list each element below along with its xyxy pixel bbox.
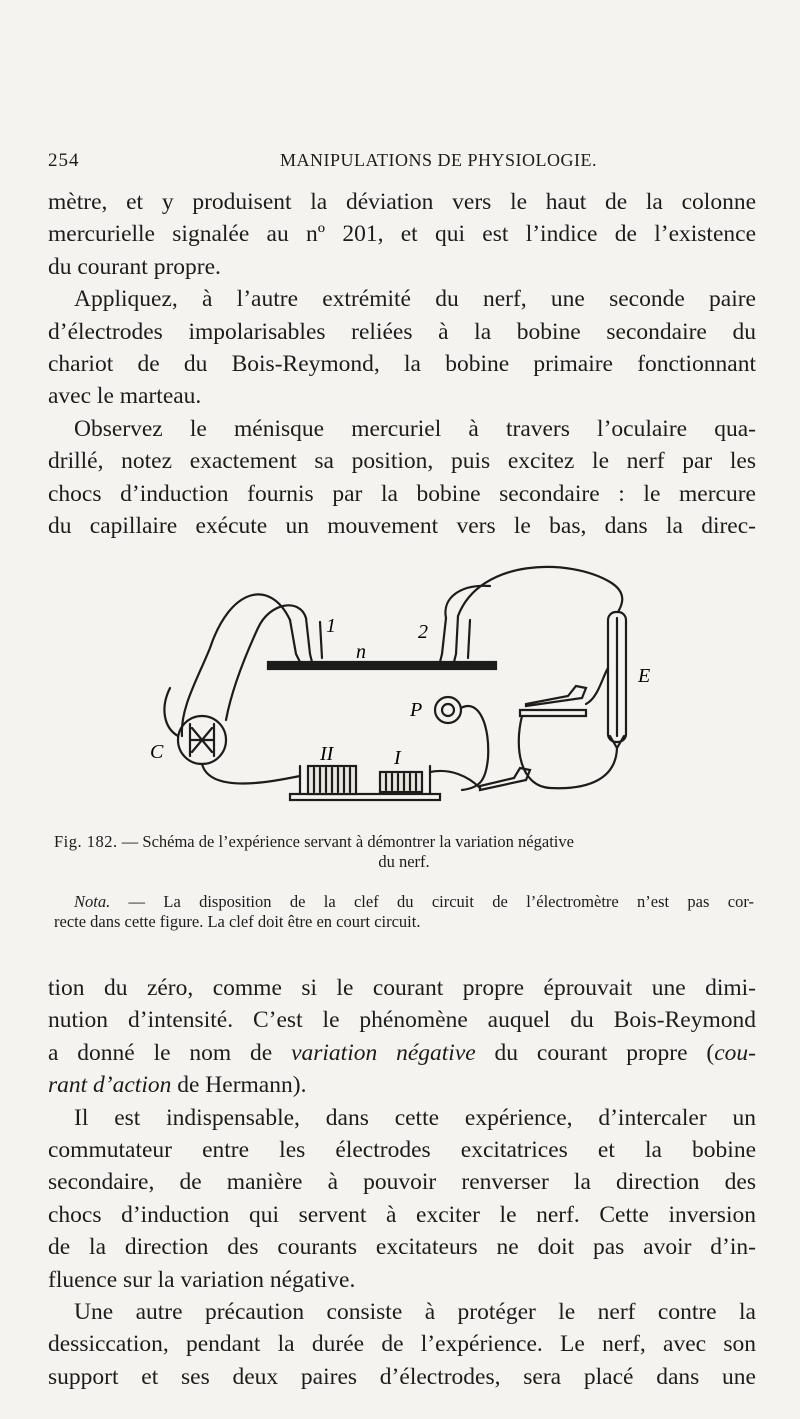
text-line: Une autre précaution consiste à protéger le nerf contre la <box>74 1298 756 1325</box>
label-nerve: n <box>356 641 366 663</box>
text-line: du capillaire exécute un mouvement vers le bas, dans la direc- <box>48 512 756 539</box>
nota-line-1: — La disposition de la clef du circuit de l’électromètre n’est pas cor- <box>110 892 754 911</box>
nota-label: Nota. <box>74 892 111 911</box>
bottom-text-block <box>48 972 756 1393</box>
text-line: Il est indispensable, dans cette expérience, d’intercaler un <box>74 1104 756 1131</box>
label-coil-secondary: II <box>320 743 334 765</box>
text-line: chocs d’induction fournis par la bobine secondaire : le mercure <box>48 480 756 507</box>
text-line: nution d’intensité. C’est le phénomène auquel du Bois-Reymond <box>48 1007 756 1034</box>
text-line: de la direction des courants excitateurs ne doit pas avoir d’in- <box>48 1234 756 1261</box>
text-line: chariot de du Bois-Reymond, la bobine primaire fonctionnant <box>48 350 756 377</box>
label-electrometer: E <box>638 665 651 687</box>
caption-text: — Schéma de l’expérience servant à démontrer la variation négative <box>117 832 574 851</box>
electrode-1b <box>306 618 312 662</box>
pole-p-outer <box>435 697 461 723</box>
caption-text-cont: du nerf. <box>378 852 430 871</box>
label-electrode-2: 2 <box>418 621 428 643</box>
wire-commutator-top <box>164 688 178 736</box>
electrometer-key-base <box>520 710 586 716</box>
top-text-block <box>48 186 756 542</box>
apparatus-diagram <box>150 558 690 820</box>
text-line: Appliquez, à l’autre extrémité du nerf, une seconde paire <box>74 286 756 313</box>
electrode-1a <box>290 620 300 662</box>
electrode-1c <box>320 622 322 658</box>
text-line: support et ses deux paires d’électrodes, sera placé dans une <box>48 1363 756 1390</box>
nota-line-2: recte dans cette figure. La clef doit être en court circuit. <box>54 912 421 931</box>
label-pole: P <box>410 699 423 721</box>
text-line-with-italics <box>48 1069 756 1101</box>
text-line: commutateur entre les électrodes excitatrices et la bobine <box>48 1136 756 1163</box>
electrode-2a <box>440 618 446 662</box>
text-run: a donné le nom de <box>48 1039 292 1066</box>
label-electrode-1: 1 <box>326 615 336 637</box>
text-line: avec le marteau. <box>48 383 202 410</box>
italic-term: rant d’action <box>48 1072 172 1099</box>
nerve-support <box>268 662 496 669</box>
label-coil-primary: I <box>394 747 401 769</box>
figure-number: Fig. 182. <box>54 832 118 851</box>
text-run: de Hermann). <box>171 1072 307 1099</box>
text-line: secondaire, de manière à pouvoir renverser la direction des <box>48 1169 756 1196</box>
wire-electrode-2-left <box>445 586 490 618</box>
running-head: MANIPULATIONS DE PHYSIOLOGIE. <box>280 150 597 170</box>
text-line: du courant propre. <box>48 253 221 280</box>
italic-term: variation négative <box>291 1039 476 1066</box>
text-line: dessiccation, pendant la durée de l’expérience. Le nerf, avec son <box>48 1331 756 1358</box>
pole-p-inner <box>442 704 454 716</box>
wire-coil-key <box>430 771 480 788</box>
electrometer-key <box>526 686 586 706</box>
wire-electrode-2-top <box>458 567 622 616</box>
coil-secondary-winding <box>314 768 350 792</box>
page-header <box>48 150 754 180</box>
label-commutator: C <box>150 741 164 763</box>
text-run: du courant propre ( <box>475 1039 715 1066</box>
electrode-2b <box>454 616 458 662</box>
electrode-2c <box>468 620 470 658</box>
wire-key-electrometer <box>586 668 608 704</box>
wire-electrometer-bottom <box>519 716 617 788</box>
text-line: tion du zéro, comme si le courant propre éprouvait une dimi- <box>48 975 756 1001</box>
text-line: chocs d’induction qui servent à exciter le nerf. Cette inversion <box>48 1201 756 1228</box>
figure-note <box>54 892 754 932</box>
text-line: drillé, notez exactement sa position, puis excitez le nerf par les <box>48 448 756 475</box>
coil-key <box>480 768 530 790</box>
text-line: Observez le ménisque mercuriel à travers l’oculaire qua- <box>74 415 756 442</box>
text-line: fluence sur la variation négative. <box>48 1266 356 1293</box>
text-line-with-italics <box>48 1037 756 1069</box>
figure-caption <box>54 832 754 872</box>
italic-term: cou- <box>714 1039 756 1066</box>
commutator-cross <box>190 724 214 756</box>
page-number: 254 <box>48 150 80 171</box>
wire-commutator-coil <box>202 764 300 784</box>
text-line: d’électrodes impolarisables reliées à la bobine secondaire du <box>48 318 756 345</box>
text-line: mercurielle signalée au nº 201, et qui est l’indice de l’existence <box>48 221 756 248</box>
figure-182 <box>150 558 690 820</box>
text-line: mètre, et y produisent la déviation vers le haut de la colonne <box>48 189 756 215</box>
